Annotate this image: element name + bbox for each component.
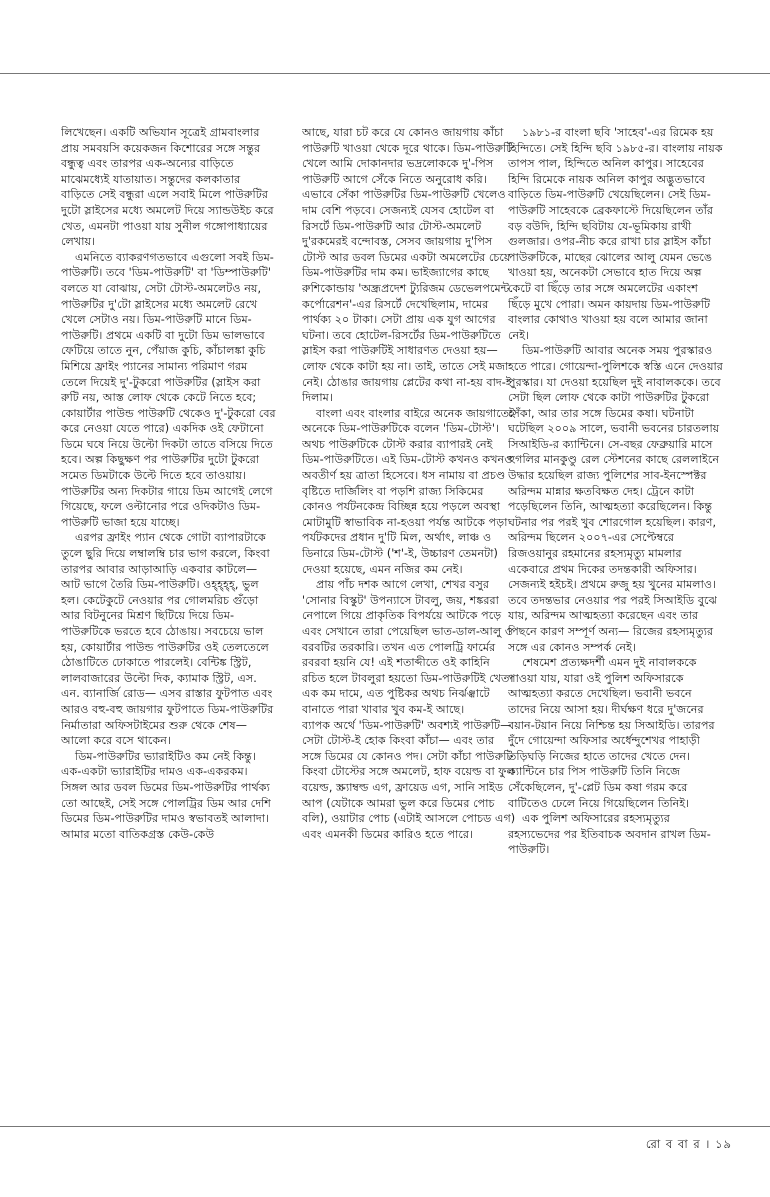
article-column-1 xyxy=(61,125,276,1120)
paragraph: ডিম-পাউরুটির ভ্যারাইটিও কম নেই কিন্তু। এক-একটা ভ্যারাইটির দামও এক-একরকম। সিঙ্গল আর ডবল ডিমের ডিম-পাউরুটির পার্থক্য তো আছেই, সেই সঙ্গে পোলট্রির ডিম আর দেশি ডিমের ডিম-পাউরুটির দামও স্বভাবতই আলাদা। আমার মতো বাতিকগ্রস্ত কেউ-কেউ xyxy=(61,749,271,841)
article-column-3 xyxy=(508,125,723,1120)
paragraph: ব্যাপক অর্থে 'ডিম-পাউরুটি' অবশ্যই পাউরুটি— সেটা টোস্ট-ই হোক কিংবা কাঁচা— এবং তার সঙ্গে ডিমের যে কোনও পদ। সেটা কাঁচা পাউরুটি কিংবা টোস্টের সঙ্গে অমলেট, হাফ বয়েল্ড বা ফুল বয়েল্ড, স্ক্র্যাম্বল্ড এগ, ফ্রায়েড এগ, সানি সাইড আপ (যেটাকে আমরা ভুল করে ডিমের পোচ বলি), ওয়াটার পোচ (এটাই আসলে পোচড এগ) এবং এমনকী ডিমের কারিও হতে পারে। xyxy=(302,718,516,841)
paragraph: প্রায় পাঁচ দশক আগে লেখা, শেখর বসুর 'সোনার বিস্কুট' উপন্যাসে টাবলু, জয়, শঙ্কররা নেপালে গিয়ে প্রাকৃতিক বিপর্যয়ে আটকে পড়ে এবং সেখানে তারা পেয়েছিল ভাত-ডাল-আলু ও বরবটির তরকারি। তখন এত পোলট্রি ফার্মের রবরবা হয়নি যে! এই শতাব্দীতে ওই কাহিনি রচিত হলে টাবলুরা হয়তো ডিম-পাউরুটিই খেত। এক কম দামে, এত পুষ্টিকর অথচ নির্ঝঞ্ঝাটে বানাতে পারা খাবার খুব কম-ই আছে। xyxy=(302,578,514,716)
paragraph: বাংলা এবং বাংলার বাইরে অনেক জায়গাতেই অনেকে ডিম-পাউরুটিকে বলেন 'ডিম-টোস্ট'। অথচ পাউরুটিকে টোস্ট করার ব্যাপারই নেই ডিম-পাউরুটিতে। এই ডিম-টোস্ট কখনও কখনও অবতীর্ণ হয় ত্রাতা হিসেবে। ধস নামায় বা প্রচণ্ড বৃষ্টিতে দার্জিলিং বা পড়শি রাজ্য সিকিমের কোনও পর্যটনকেন্দ্র বিচ্ছিন্ন হয়ে পড়লে অবস্থা মোটামুটি স্বাভাবিক না-হওয়া পর্যন্ত আটকে পড়া পর্যটকদের প্রধান দু'টি মিল, অর্থাৎ, লাঞ্চ ও ডিনারে ডিম-টোস্ট ('শ'-ই, উচ্চারণ তেমনটা) দেওয়া হয়েছে, এমন নজির কম নেই। xyxy=(302,406,515,576)
paragraph: ১৯৮১-র বাংলা ছবি 'সাহেব'-এর রিমেক হয় হিন্দিতে। সেই হিন্দি ছবি ১৯৮৫-র। বাংলায় নায়ক তাপস পাল, হিন্দিতে অনিল কাপুর। সাহেবের হিন্দি রিমেকে নায়ক অনিল কাপুর অদ্ভুতভাবে বাড়িতে ডিম-পাউরুটি খেয়েছিলেন। সেই ডিম-পাউরুটি সাহেবকে ব্রেকফাস্টে দিয়েছিলেন তাঁর বড় বউদি, হিন্দি ছবিটায় যে-ভূমিকায় রাখী গুলজার। ওপর-নীচ করে রাখা চার স্লাইস কাঁচা পাউরুটিকে, মাছের ঝোলের আলু যেমন ভেঙে খাওয়া হয়, অনেকটা সেভাবে হাত দিয়ে অল্প কেটে বা ছিঁড়ে তার সঙ্গে অমলেটের একাংশ ছিঁড়ে মুখে পোরা। অমন কায়দায় ডিম-পাউরুটি বাংলার কোথাও খাওয়া হয় বলে আমার জানা নেই। xyxy=(508,126,723,342)
paragraph: এরপর ফ্রাইং প্যান থেকে গোটা ব্যাপারটাকে তুলে ছুরি দিয়ে লম্বালম্বি চার ভাগ করলে, কিংবা তারপর আবার আড়াআড়ি একবার কাটলে— আট ভাগে তৈরি ডিম-পাউরুটি। ওহ্হ্হ্হ্, ভুল হল। কেটেকুটে নেওয়ার পর গোলমরিচ গুঁড়ো আর বিটনুনের মিশ্রণ ছিটিয়ে দিয়ে ডিম-পাউরুটিকে ভরতে হবে ঠোঙায়। সবচেয়ে ভাল হয়, কোয়ার্টার পাউন্ড পাউরুটির ওই তেলতেলে ঠোঙাটিতে ঢোকাতে পারলেই। বেন্টিঙ্ক স্ট্রিট, লালবাজারের উল্টো দিক, ক্যামাক স্ট্রিট, এস. এন. ব্যানার্জি রোড— এসব রাস্তার ফুটপাত এবং আরও বহু-বহু জায়গার ফুটপাতে ডিম-পাউরুটির নির্মাতারা অফিসটাইমের শুরু থেকে শেষ— আলো করে বসে থাকেন। xyxy=(61,531,274,748)
paragraph: এমনিতে ব্যাকরণগতভাবে এগুলো সবই ডিম-পাউরুটি। তবে 'ডিম-পাউরুটি' বা 'ডিম্পাউরুটি' বলতে যা বোঝায়, সেটা টোস্ট-অমলেটও নয়, পাউরুটির দু'টো স্লাইসের মধ্যে অমলেট রেখে খেলে সেটাও নয়। ডিম-পাউরুটি মানে ডিম-পাউরুটি। প্রথমে একটি বা দুটো ডিম ভালভাবে ফেটিয়ে তাতে নুন, পেঁয়াজ কুচি, কাঁচালঙ্কা কুচি মিশিয়ে ফ্রাইং প্যানের সামান্য পরিমাণ গরম তেলে দিয়েই দু'-টুকরো পাউরুটির (স্লাইস করা রুটি নয়, আস্ত লোফ থেকে কেটে নিতে হবে; কোয়ার্টার পাউন্ড পাউরুটি থেকেও দু'-টুকরো বের করে নেওয়া যেতে পারে) একদিক ওই ফেটানো ডিমে ঘষে নিয়ে উল্টো দিকটা তাতে বসিয়ে দিতে হবে। অল্প কিছুক্ষণ পর পাউরুটির দুটো টুকরো সমেত ডিমটাকে উল্টে দিতে হবে তাওয়ায়। পাউরুটির অন্য দিকটার গায়ে ডিম আগেই লেগে গিয়েছে, ফলে ওল্টানোর পরে ওদিকটাও ডিম-পাউরুটি ভাজা হয়ে যাচ্ছে। xyxy=(61,250,276,529)
paragraph: আছে, যারা চট করে যে কোনও জায়গায় কাঁচা পাউরুটি খাওয়া থেকে দূরে থাকে। ডিম-পাউরুটি খেলে আমি দোকানদার ভদ্রলোককে দু'-পিস পাউরুটি আগে সেঁকে নিতে অনুরোধ করি। এভাবে সেঁকা পাউরুটির ডিম-পাউরুটি খেলেও দাম বেশি পড়বে। সেজন্যই যেসব হোটেল বা রিসর্টে ডিম-পাউরুটি আর টোস্ট-অমলেট দু'রকমেরই বন্দোবস্ত, সেসব জায়গায় দু'পিস টোস্ট আর ডবল ডিমের একটা অমলেটের চেয়ে ডিম-পাউরুটির দাম কম। ভাইজ্যাগের কাছে রুশিকোন্ডায় 'অন্ধ্রপ্রদেশ ট্যুরিজম ডেভেলপমেন্ট কর্পোরেশন'-এর রিসর্টে দেখেছিলাম, দামের পার্থক্য ২০ টাকা। সেটা প্রায় এক যুগ আগের ঘটনা। তবে হোটেল-রিসর্টের ডিম-পাউরুটিতে স্লাইস করা পাউরুটিই সাধারণত দেওয়া হয়— লোফ থেকে কাটা হয় না। তাই, তাতে সেই মজা নেই। ঠোঙার জায়গায় প্লেটের কথা না-হয় বাদ-ই দিলাম। xyxy=(302,126,513,405)
top-rule xyxy=(0,73,770,74)
article-column-2 xyxy=(302,125,517,1120)
bottom-rule xyxy=(0,1126,770,1127)
paragraph: লিখেছেন। একটি অভিযান সূত্রেই গ্রামবাংলার প্রায় সমবয়সি কয়েকজন কিশোরের সঙ্গে সন্তুর বন্ধুত্ব এবং তারপর এক-অন্যের বাড়িতে মাঝেমধ্যেই যাতায়াত। সন্তুদের কলকাতার বাড়িতে সেই বন্ধুরা এলে সবাই মিলে পাউরুটির দুটো স্লাইসের মধ্যে অমলেট দিয়ে স্যান্ডউইচ করে খেত, এমনটা পাওয়া যায় সুনীল গঙ্গোপাধ্যায়ের লেখায়। xyxy=(61,126,274,249)
paragraph: এক পুলিশ অফিসারের রহস্যমৃত্যুর রহস্যভেদের পর ইতিবাচক অবদান রাখল ডিম-পাউরুটি। xyxy=(508,812,711,857)
paragraph: ডিম-পাউরুটি আবার অনেক সময় পুরস্কারও হতে পারে। গোয়েন্দা-পুলিশকে স্বস্তি এনে দেওয়ার পুরস্কার। যা দেওয়া হয়েছিল দুই নাবালককে। তবে সেটা ছিল লোফ থেকে কাটা পাউরুটির টুকরো সেঁকা, আর তার সঙ্গে ডিমের কষা। ঘটনাটা ঘটেছিল ২০০৯ সালে, ভবানী ভবনের চারতলায় সিআইডি-র ক্যান্টিনে। সে-বছর ফেব্রুয়ারি মাসে হুগলির মানকুণ্ডু রেল স্টেশনের কাছে রেললাইনে উদ্ধার হয়েছিল রাজ্য পুলিশের সাব-ইনস্পেক্টর অরিন্দম মান্নার ক্ষতবিক্ষত দেহ। ট্রেনে কাটা পড়েছিলেন তিনি, আত্মহত্যা করেছিলেন। কিন্তু ঘটনার পর পরই খুব শোরগোল হয়েছিল। কারণ, অরিন্দম ছিলেন ২০০৭-এর সেপ্টেম্বরে রিজওয়ানুর রহমানের রহস্যমৃত্যু মামলার একেবারে প্রথম দিকের তদন্তকারী অফিসার। সেজন্যই হইচই। প্রথমে রুজু হয় খুনের মামলাও। তবে তদন্তভার নেওয়ার পর পরই সিআইডি বুঝে যায়, অরিন্দম আত্মহত্যা করেছেন এবং তার পিছনে কারণ সম্পূর্ণ অন্য— রিজের রহস্যমৃত্যুর সঙ্গে এর কোনও সম্পর্ক নেই। xyxy=(508,344,723,654)
paragraph: শেষমেশ প্রত্যক্ষদর্শী এমন দুই নাবালককে পাওয়া যায়, যারা ওই পুলিশ অফিসারকে আত্মহত্যা করতে দেখেছিল। ভবানী ভবনে তাদের নিয়ে আসা হয়। দীর্ঘক্ষণ ধরে দু'জনের বয়ান-টয়ান নিয়ে নিশ্চিন্ত হয় সিআইডি। তারপর দুঁদে গোয়েন্দা অফিসার অর্ধেন্দুশেখর পাহাড়ী তড়িঘড়ি নিজের হাতে তাদের খেতে দেন। ক্যান্টিনে চার পিস পাউরুটি তিনি নিজে সেঁকেছিলেন, দু'-প্লেট ডিম কষা গরম করে বাটিতেও ঢেলে নিয়ে গিয়েছিলেন তিনিই। xyxy=(508,656,715,810)
page-footer: রো ব বা র । ১৯ xyxy=(645,1137,732,1151)
